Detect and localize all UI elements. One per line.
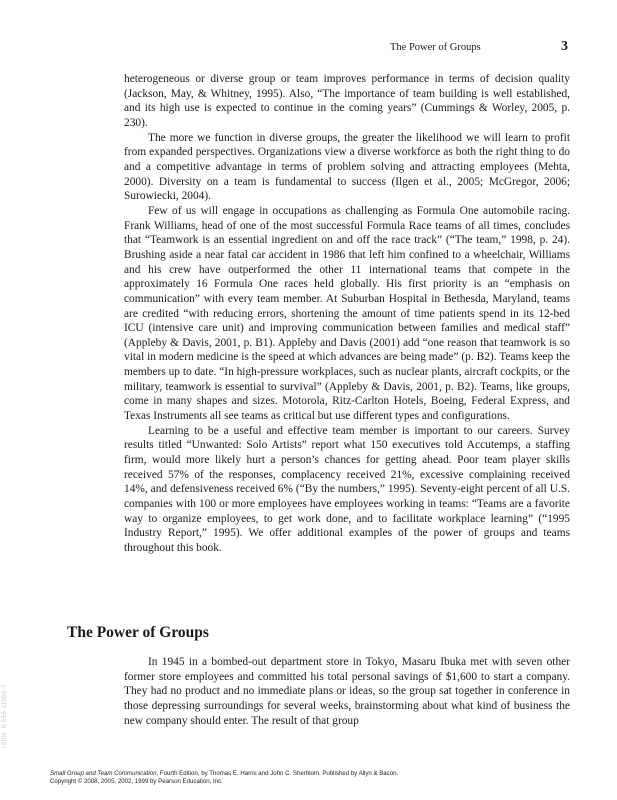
section-heading: The Power of Groups [67,624,209,641]
page-footer [50,770,590,785]
footer-citation [50,770,590,778]
isbn-watermark: ISBN: 0-558-11090-7 [2,684,8,748]
footer-publication: Fourth Edition, by Thomas E. Harris and John C. Sherblom. Published by Allyn & Bacon. [158,770,399,777]
section-text [124,655,570,728]
body-paragraph-4: Learning to be a useful and effective team member is important to our careers. Survey results titled “Unwanted: Solo Artists” report what 150 executives told Accutemps, a staffing firm, would more likely hurt a person’s chances for getting ahead. Poor team player skills received 57% of the responses, complacency received 21%, excessive complaining received 14%, and defensiveness received 6% (“By the numbers,” 1995). Seventy-eight percent of all U.S. companies with 100 or more employees have employees working in teams: “Teams are a favorite way to organize employees, to get work done, and to facilitate workplace learning” (“1995 Industry Report,” 1995). We offer additional examples of the power of groups and teams throughout this book. [124,424,570,554]
body-paragraph-2: The more we function in diverse groups, the greater the likelihood we will learn to profit from expanded perspectives. Organizations view a diverse workforce as both the right thing to do and a competitive advantage in terms of problem solving and attracting employees (Mehta, 2000). Diversity on a team is fundamental to success (Ilgen et al., 2005; McGregor, 2006; Surowiecki, 2004). [124,131,570,203]
running-title: The Power of Groups [390,42,481,53]
footer-copyright: Copyright © 2008, 2005, 2002, 1999 by Pearson Education, Inc. [50,777,223,785]
page-number: 3 [561,39,568,54]
footer-book-title: Small Group and Team Communication, [50,770,159,777]
section-paragraph-1: In 1945 in a bombed-out department store in Tokyo, Masaru Ibuka met with seven other former store employees and committed his total personal savings of $1,600 to start a company. They had no product and no immediate plans or ideas, so the group sat together in conference in those depressing surroundings for several weeks, brainstorming about what kind of business the new company should enter. The result of that group [124,656,570,727]
body-paragraph-1: heterogeneous or diverse group or team improves performance in terms of decision quality (Jackson, May, & Whitney, 1995). Also, “The importance of team building is well established, and its high use is expected to continue in the coming years” (Cummings & Worley, 2005, p. 230). [124,73,570,129]
body-text [124,72,570,556]
running-head [0,40,617,56]
body-paragraph-3: Few of us will engage in occupations as challenging as Formula One automobile racing. Frank Williams, head of one of the most successful Formula Race teams of all times, concludes that “Teamwork is an essential ingredient on and off the race track” (“The team,” 1998, p. 24). Brushing aside a near fatal car accident in 1986 that left him confined to a wheelchair, Williams and his crew have outperformed the other 11 international teams that compete in the approximately 16 Formula One races held globally. His first priority is an “emphasis on communication” with every team member. At Suburban Hospital in Bethesda, Maryland, teams are credited “with reducing errors, shortening the amount of time patients spend in its 12-bed ICU (intensive care unit) and improving communication between families and medical staff” (Appleby & Davis, 2001, p. B1). Appleby and Davis (2001) add “one reason that teamwork is so vital in modern medicine is the speed at which advances are being made” (p. B2). Teams keep the members up to date. “In high-pressure workplaces, such as nuclear plants, aircraft cockpits, or the military, teamwork is essential to survival” (Appleby & Davis, 2001, p. B2). Teams, like groups, come in many shapes and sizes. Motorola, Ritz-Carlton Hotels, Boeing, Federal Express, and Texas Instruments all see teams as critical but use different types and configurations. [124,204,570,423]
